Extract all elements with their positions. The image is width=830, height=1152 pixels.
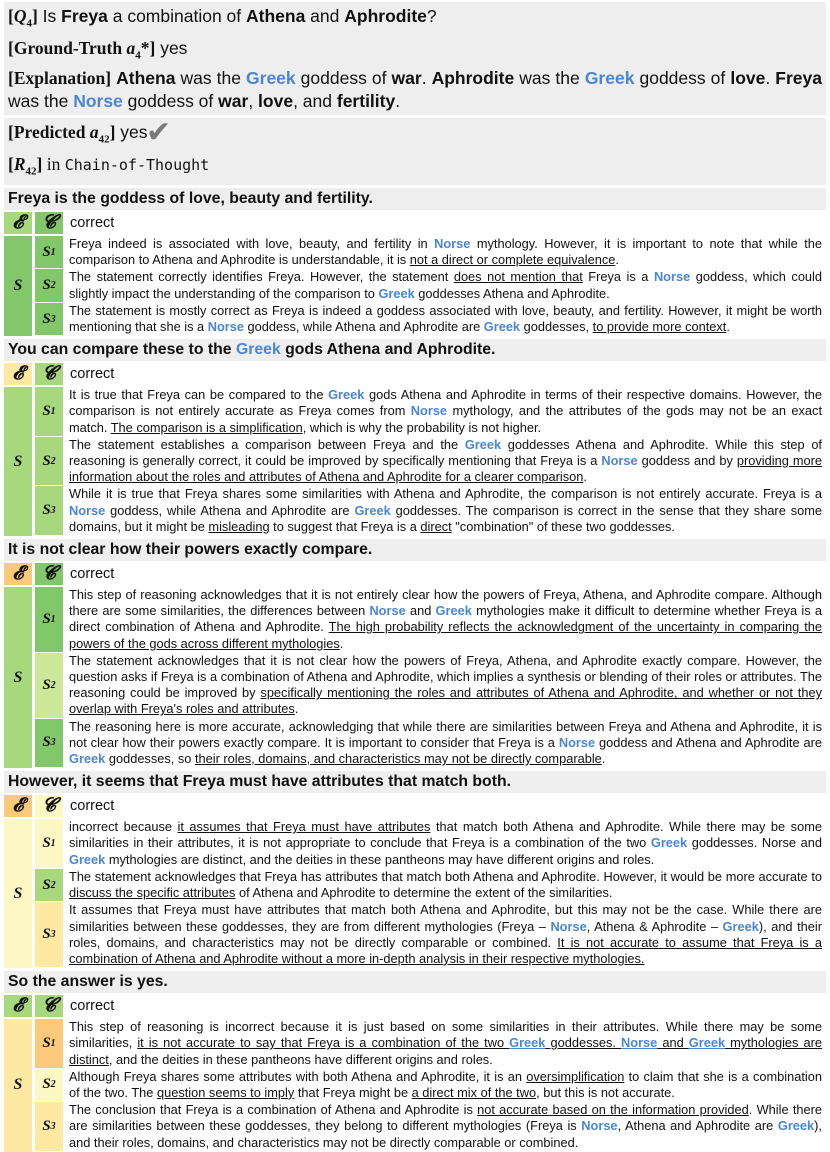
e-score-box: 𝓔	[4, 995, 32, 1017]
question-label: $[Q_4]$	[8, 6, 38, 30]
predicted-label: [Predicted $a_{42}$]	[8, 122, 116, 146]
correctness-label: correct	[70, 215, 115, 231]
critique-fragment: , Athena & Aphrodite –	[586, 918, 723, 934]
step-title	[4, 771, 826, 793]
step-title	[4, 339, 826, 361]
critique-3	[35, 902, 826, 967]
critique-fragment: The reasoning here is more accurate, acknowledging that while there are similarities between Freya and Athena and Aphrodite, it is not clear how their powers exactly compare. It is important to consider that Freya is a	[69, 718, 822, 750]
critique-score-box: S 3	[35, 1102, 63, 1151]
critique-fragment: , which is why the probability is not higher.	[302, 419, 542, 435]
critique-fragment: Greek	[777, 1118, 815, 1134]
critique-2	[35, 437, 826, 486]
critique-fragment: .	[726, 319, 730, 335]
reasoning-step-2	[4, 339, 826, 536]
s-score-box: S	[4, 819, 32, 968]
critique-fragment: Greek	[722, 918, 759, 934]
critique-text	[63, 236, 826, 268]
s-score-box: S	[4, 587, 32, 768]
reasoning-sections	[4, 188, 826, 1152]
critique-score-box: S 1	[35, 236, 63, 268]
s-score-box: S	[4, 236, 32, 336]
critique-fragment: The comparison is a simplification	[110, 419, 303, 435]
step-title	[4, 188, 826, 210]
step-title-text: So the answer is yes.	[8, 973, 168, 991]
critique-fragment: oversimplification	[526, 1068, 625, 1084]
evaluation-row	[4, 995, 826, 1017]
critique-score-box: S 2	[35, 437, 63, 486]
critique-text	[63, 387, 826, 436]
s-score-box: S	[4, 1019, 32, 1152]
critique-block	[4, 387, 826, 536]
c-score-box: 𝓒	[35, 363, 63, 385]
critique-fragment: Norse	[369, 603, 406, 619]
critique-text	[63, 437, 826, 486]
evaluation-row	[4, 563, 826, 585]
critique-fragment: .	[294, 701, 299, 717]
critique-fragment: discuss the specific attributes	[69, 885, 236, 901]
critique-fragment: .	[339, 635, 344, 651]
critique-fragment: gods Athena and Aphrodite in terms of their respective domains. However, the comparison is not entirely accurate as Freya comes from	[69, 387, 822, 419]
critique-fragment: mythology. However, it is important to note that while the comparison to Athena and Aphrodite is understandable, it is	[69, 236, 822, 268]
critique-fragment: Greek	[328, 387, 365, 403]
step-title-text: Greek	[235, 341, 281, 359]
critique-fragment: incorrect because	[69, 819, 178, 835]
critique-fragment: and	[405, 603, 436, 619]
critique-fragment: that Freya might be	[294, 1084, 412, 1100]
critique-fragment: to claim that she is a combination of the two. The	[69, 1068, 822, 1100]
critique-fragment: Norse	[434, 236, 471, 251]
critique-fragment: goddesses, so	[105, 751, 195, 767]
critique-fragment: , Athena and Aphrodite are	[617, 1118, 778, 1134]
critique-fragment: their roles, domains, and characteristics may not be directly comparable	[194, 751, 602, 767]
critique-fragment: The high probability reflects the acknowledgment of the uncertainty in comparing the powers of the gods across different mythologies	[69, 619, 823, 651]
critique-fragment: goddesses Athena and Aphrodite.	[414, 285, 610, 301]
critique-fragment: The conclusion that Freya is a combination of Athena and Aphrodite is	[69, 1102, 478, 1118]
critique-fragment: The statement is mostly correct as Freya is indeed a goddess associated with love, beauty, and fertility. However, it might be worth mentioning that she is a	[69, 302, 822, 335]
critique-fragment: goddess, while Athena and Aphrodite are	[105, 502, 355, 518]
critique-fragment: goddess, while Athena and Aphrodite are	[244, 319, 484, 335]
critique-rows	[35, 1019, 826, 1152]
critique-2	[35, 1069, 826, 1101]
critique-fragment: Greek	[509, 1035, 546, 1051]
critique-fragment: The statement acknowledges that it is not clear how the powers of Freya, Athena, and Aphrodite exactly compare. However, the question asks if Freya is a combination of Athena and Aphrodite, which implies a synthesis or blending of their roles or attributes. The reasoning could be improved by	[69, 652, 822, 701]
critique-3	[35, 719, 826, 768]
evaluation-row	[4, 212, 826, 234]
critique-score-box: S 2	[35, 269, 63, 301]
critique-score-box: S 2	[35, 869, 63, 901]
critique-fragment: not a direct or complete equivalence	[409, 252, 616, 268]
critique-1	[35, 1019, 826, 1068]
critique-fragment: ), and their roles, domains, and characteristics may not be directly comparable or combined.	[69, 918, 822, 950]
critique-score-box: S 2	[35, 1069, 63, 1101]
critique-fragment: to provide more context	[592, 319, 727, 335]
s-score-box: S	[4, 387, 32, 536]
c-score-box: 𝓒	[35, 212, 63, 234]
critique-block	[4, 587, 826, 768]
critique-fragment: This step of reasoning is incorrect because it is just based on some similarities in their attributes. While there may be some similarities,	[69, 1019, 822, 1051]
prediction-header	[4, 118, 826, 185]
reasoning-step-4	[4, 771, 826, 968]
e-score-box: 𝓔	[4, 212, 32, 234]
critique-fragment: specifically mentioning the roles and attributes of Athena and Aphrodite, and whether or not they overlap with Freya's roles and attributes	[69, 685, 822, 717]
critique-2	[35, 869, 826, 901]
critique-fragment: Norse	[550, 918, 587, 934]
critique-score-box: S 3	[35, 486, 63, 535]
critique-fragment: , and the deities in these pantheons have different origins and roles.	[108, 1051, 493, 1067]
step-title-text: It is not clear how their powers exactly compare.	[8, 541, 373, 559]
critique-text	[63, 1102, 826, 1151]
reasoning-step-1	[4, 188, 826, 336]
critique-text	[63, 587, 826, 652]
critique-fragment: does not mention that	[453, 269, 583, 285]
critique-fragment: Although Freya shares some attributes with both Athena and Aphrodite, it is an	[69, 1068, 527, 1084]
correctness-label: correct	[70, 798, 115, 815]
critique-fragment: goddesses. Norse and	[687, 835, 822, 851]
correctness-label: correct	[70, 566, 115, 583]
critique-3	[35, 1102, 826, 1151]
critique-score-box: S 3	[35, 902, 63, 967]
evaluation-row	[4, 795, 826, 817]
correctness-label: correct	[70, 366, 115, 383]
critique-1	[35, 236, 826, 268]
e-score-box: 𝓔	[4, 563, 32, 585]
critique-fragment: Freya is a	[582, 269, 654, 285]
critique-fragment: .	[583, 469, 587, 485]
reasoning-step-5	[4, 971, 826, 1152]
critique-1	[35, 387, 826, 436]
critique-fragment: The statement acknowledges that Freya has attributes that match both Athena and Aphrodite. However, it would be more accurate to	[69, 868, 822, 884]
c-score-box: 𝓒	[35, 795, 63, 817]
critique-2	[35, 269, 826, 301]
critique-fragment: Norse	[410, 403, 448, 419]
critique-fragment: goddess and by	[637, 453, 737, 469]
critique-fragment: direct	[420, 518, 452, 534]
critique-fragment: mythologies are distinct	[69, 1035, 822, 1067]
critique-fragment: .	[601, 751, 606, 767]
step-title	[4, 539, 826, 561]
critique-fragment: mythologies are distinct, and the deities in these pantheons may have different origins and roles.	[105, 851, 655, 867]
evaluation-row	[4, 363, 826, 385]
critique-fragment: Norse	[69, 502, 106, 518]
critique-text	[63, 303, 826, 335]
critique-fragment: goddesses,	[520, 319, 593, 335]
critique-1	[35, 587, 826, 652]
ground-truth-value: yes	[160, 37, 188, 58]
critique-rows	[35, 587, 826, 768]
critique-block	[4, 1019, 826, 1152]
critique-fragment: question seems to imply	[156, 1084, 295, 1100]
critique-fragment: The statement correctly identifies Freya. However, the statement	[69, 269, 454, 285]
critique-fragment: .	[615, 252, 619, 268]
critique-fragment: Greek	[483, 319, 521, 335]
reasoning-line: $[R_{42}]$ in Chain-of-Thought	[8, 153, 210, 177]
critique-fragment: Greek	[688, 1035, 726, 1051]
critique-fragment: mythology, and the attributes of the gods may not be an exact match.	[69, 403, 822, 435]
critique-block	[4, 819, 826, 968]
ground-truth-label: [Ground-Truth $a_4*$]	[8, 37, 156, 61]
critique-text	[63, 1069, 826, 1101]
critique-score-box: S 3	[35, 303, 63, 335]
critique-1	[35, 819, 826, 868]
step-title-text: You can compare these to the	[8, 341, 236, 359]
critique-fragment: and	[657, 1035, 689, 1051]
critique-fragment: goddess, which could slightly impact the understanding of the comparison to	[69, 269, 823, 301]
critique-fragment: that match both Athena and Aphrodite. While there may be some similarities in their attributes, it is not appropriate to conclude that Freya is a combination of the two	[69, 819, 822, 851]
e-score-box: 𝓔	[4, 363, 32, 385]
critique-fragment: ), and their roles, domains, and characteristics may not be directly comparable or combined.	[69, 1118, 822, 1150]
critique-2	[35, 653, 826, 718]
critique-score-box: S 2	[35, 653, 63, 718]
step-title-text: Freya is the goddess of love, beauty and fertility.	[8, 190, 373, 207]
reasoning-method: Chain-of-Thought	[64, 155, 210, 174]
step-title-text: However, it seems that Freya must have attributes that match both.	[8, 773, 512, 791]
critique-fragment: Norse	[601, 453, 638, 469]
critique-fragment: not accurate based on the information provided	[477, 1102, 749, 1118]
critique-fragment: It assumes that Freya must have attributes that match both Athena and Aphrodite, but this may not be the case. While there are similarities between these goddesses, they are from different mythologies (Freya –	[69, 902, 822, 934]
critique-fragment: Greek	[69, 751, 106, 767]
ground-truth-line	[8, 36, 822, 68]
checkmark-icon: ✔	[146, 116, 172, 149]
c-score-box: 𝓒	[35, 995, 63, 1017]
step-title	[4, 971, 826, 993]
critique-score-box: S 3	[35, 719, 63, 768]
reasoning-step-3	[4, 539, 826, 768]
critique-fragment: it is not accurate to say that Freya is a combination of the two	[137, 1035, 510, 1051]
explanation-label: [Explanation]	[8, 68, 112, 88]
critique-fragment: Freya indeed is associated with love, beauty, and fertility in	[69, 236, 435, 251]
critique-fragment: to suggest that Freya is a	[269, 518, 421, 534]
c-score-box: 𝓒	[35, 563, 63, 585]
explanation: [Explanation] Athena was the Greek goddess of war. Aphrodite was the Greek goddess of love. Freya was the Norse goddess of war, love, and fertility.	[8, 68, 822, 111]
critique-fragment: Norse	[207, 319, 244, 335]
critique-fragment: It is true that Freya can be compared to the	[69, 387, 329, 403]
critique-rows	[35, 387, 826, 536]
critique-fragment: Norse	[558, 734, 596, 750]
critique-3	[35, 303, 826, 335]
critique-text	[63, 902, 826, 967]
critique-fragment: goddess and Athena and Aphrodite are	[595, 734, 822, 750]
critique-text	[63, 269, 826, 301]
critique-fragment: The statement establishes a comparison between Freya and the	[69, 436, 465, 452]
critique-fragment: While it is true that Freya shares some similarities with Athena and Aphrodite, the comparison is not entirely accurate. Freya is a	[69, 486, 822, 502]
critique-fragment: This step of reasoning acknowledges that it is not entirely clear how the powers of Freya, Athena, and Aphrodite compare. Although there are some similarities, the differences between	[69, 587, 822, 619]
predicted-value: yes	[120, 122, 148, 142]
critique-text	[63, 653, 826, 718]
critique-fragment: Greek	[378, 285, 415, 301]
critique-fragment: goddesses.	[545, 1035, 622, 1051]
critique-fragment: it assumes that Freya must have attributes	[177, 819, 431, 835]
critique-3	[35, 486, 826, 535]
critique-text	[63, 719, 826, 768]
critique-fragment: "combination" of these two goddesses.	[451, 518, 675, 534]
critique-fragment: It is not accurate to assume that Freya is a combination of Athena and Aphrodite without a more in-depth analysis in their respective mythologies.	[69, 934, 822, 966]
critique-fragment: , but this is not accurate.	[536, 1084, 675, 1100]
question-header	[4, 2, 826, 115]
critique-fragment: . While there are similarities between these goddesses, they belong to different mythologies (Freya is	[69, 1102, 822, 1134]
critique-text	[63, 486, 826, 535]
critique-fragment: Norse	[621, 1035, 658, 1051]
step-title-text: gods Athena and Aphrodite.	[280, 341, 496, 359]
critique-score-box: S 1	[35, 819, 63, 868]
critique-fragment: misleading	[208, 518, 270, 534]
critique-score-box: S 1	[35, 387, 63, 436]
critique-fragment: mythologies make it difficult to determine whether Freya is a direct combination of Athena and Aphrodite.	[69, 603, 822, 635]
question-text: Is Freya a combination of Athena and Aphrodite?	[42, 6, 437, 26]
critique-rows	[35, 236, 826, 336]
critique-score-box: S 1	[35, 587, 63, 652]
critique-rows	[35, 819, 826, 968]
critique-fragment: Greek	[650, 835, 688, 851]
critique-text	[63, 819, 826, 868]
critique-fragment: providing more information about the roles and attributes of Athena and Aphrodite for a clearer comparison	[69, 453, 822, 485]
e-score-box: 𝓔	[4, 795, 32, 817]
critique-fragment: Norse	[653, 269, 691, 285]
critique-fragment: Greek	[464, 436, 502, 452]
critique-fragment: Greek	[354, 502, 391, 518]
question-line	[8, 4, 822, 36]
critique-fragment: goddesses. The comparison is correct in the sense that they share some domains, but it might be	[69, 502, 822, 534]
correctness-label: correct	[70, 998, 115, 1015]
critique-fragment: Greek	[435, 603, 472, 619]
reasoning-label: $[R_{42}]$	[8, 153, 43, 177]
critique-fragment: of Athena and Aphrodite to determine the extent of the similarities.	[235, 885, 613, 901]
predicted-line	[8, 116, 822, 152]
critique-fragment: goddesses Athena and Aphrodite. While this step of reasoning is generally correct, it could be improved by specifically mentioning that Freya is a	[69, 436, 822, 469]
critique-text	[63, 869, 826, 901]
critique-score-box: S 1	[35, 1019, 63, 1068]
critique-text	[63, 1019, 826, 1068]
critique-fragment: Greek	[69, 851, 106, 867]
critique-fragment: Norse	[581, 1118, 618, 1134]
critique-fragment: a direct mix of the two	[411, 1084, 537, 1100]
critique-block	[4, 236, 826, 336]
